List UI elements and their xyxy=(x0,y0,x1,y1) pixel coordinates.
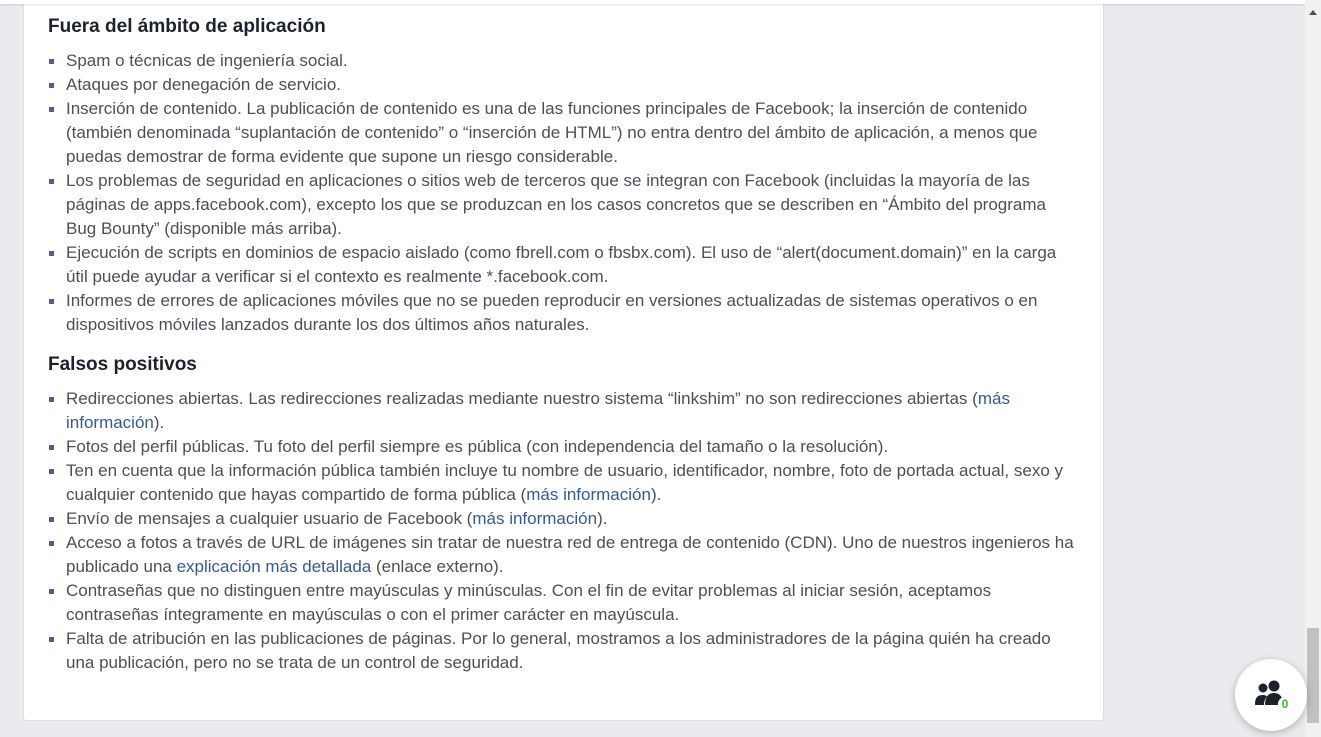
item-text: Acceso a fotos a través de URL de imágenes sin tratar de nuestra red de entrega de contenido (CDN). Uno de nuestros ingenieros ha publicado una xyxy=(66,533,1074,576)
item-text: (enlace externo). xyxy=(371,557,504,576)
list-item xyxy=(48,459,1078,507)
item-text: Ten en cuenta que la información pública también incluye tu nombre de usuario, identificador, nombre, foto de portada actual, sexo y cualquier contenido que hayas compartido de forma pública ( xyxy=(66,461,1063,504)
item-text: Envío de mensajes a cualquier usuario de Facebook ( xyxy=(66,509,473,528)
false-positives-list xyxy=(48,387,1078,675)
detailed-explanation-link[interactable]: explicación más detallada xyxy=(176,557,372,576)
content-card xyxy=(23,0,1104,721)
list-item: Ejecución de scripts en dominios de espacio aislado (como fbrell.com o fbsbx.com). El uso de “alert(document.domain)” en la carga útil puede ayudar a verificar si el contexto es realmente *.facebook.com. xyxy=(48,241,1078,289)
scroll-up-arrow-icon[interactable] xyxy=(1305,0,1321,30)
item-text: Redirecciones abiertas. Las redirecciones realizadas mediante nuestro sistema “linkshim” no son redirecciones abiertas ( xyxy=(66,389,978,408)
list-item: Contraseñas que no distinguen entre mayúsculas y minúsculas. Con el fin de evitar problemas al iniciar sesión, aceptamos contraseñas íntegramente en mayúsculas o con el primer carácter en mayúscula. xyxy=(48,579,1078,627)
scrollbar-thumb[interactable] xyxy=(1307,628,1319,723)
list-item: Inserción de contenido. La publicación de contenido es una de las funciones principales de Facebook; la inserción de contenido (también denominada “suplantación de contenido” o “inserción de HTML”) no entra dentro del ámbito de aplicación, a menos que puedas demostrar de forma evidente que supone un riesgo considerable. xyxy=(48,97,1078,169)
item-text: ). xyxy=(597,509,608,528)
list-item: Falta de atribución en las publicaciones de páginas. Por lo general, mostramos a los administradores de la página quién ha creado una publicación, pero no se trata de un control de seguridad. xyxy=(48,627,1078,675)
online-count-badge: 0 xyxy=(1278,697,1292,711)
section-title-out-of-scope: Fuera del ámbito de aplicación xyxy=(48,16,326,37)
list-item: Fotos del perfil públicas. Tu foto del perfil siempre es pública (con independencia del tamaño o la resolución). xyxy=(48,435,1078,459)
top-bar-edge xyxy=(0,0,1305,4)
list-item: Ataques por denegación de servicio. xyxy=(48,73,1078,97)
list-item: Los problemas de seguridad en aplicaciones o sitios web de terceros que se integran con Facebook (incluidas la mayoría de las páginas de apps.facebook.com), excepto los que se produzcan en los casos concretos que se describen en “Ámbito del programa Bug Bounty” (disponible más arriba). xyxy=(48,169,1078,241)
more-info-link[interactable]: más información xyxy=(472,509,598,528)
list-item xyxy=(48,531,1078,579)
item-text: ). xyxy=(153,413,165,432)
list-item: Informes de errores de aplicaciones móviles que no se pueden reproducir en versiones actualizadas de sistemas operativos o en dispositivos móviles lanzados durante los dos últimos años naturales. xyxy=(48,289,1078,337)
item-text: ). xyxy=(650,485,662,504)
out-of-scope-list xyxy=(48,49,1078,337)
friends-chat-button[interactable] xyxy=(1235,659,1307,731)
section-title-false-positives: Falsos positivos xyxy=(48,354,197,375)
list-item xyxy=(48,507,1078,531)
more-info-link[interactable]: más información xyxy=(66,389,1010,432)
vertical-scrollbar[interactable] xyxy=(1305,0,1321,737)
card-content xyxy=(48,15,1078,675)
list-item xyxy=(48,387,1078,435)
list-item: Spam o técnicas de ingeniería social. xyxy=(48,49,1078,73)
more-info-link[interactable]: más información xyxy=(526,485,651,504)
